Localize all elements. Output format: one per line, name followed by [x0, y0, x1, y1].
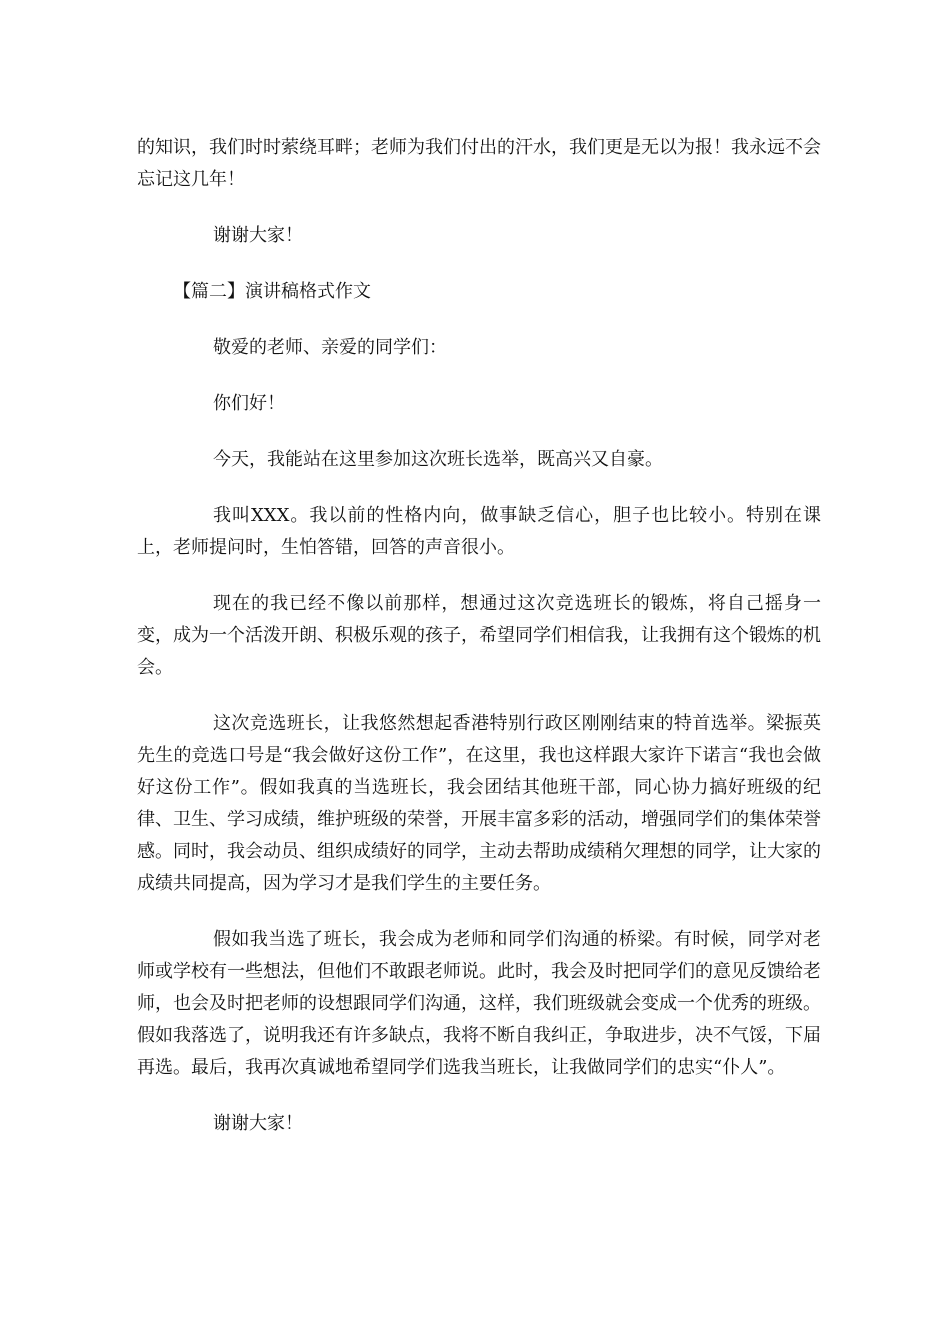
paragraph-change: 现在的我已经不像以前那样，想通过这次竞选班长的锻炼，将自己摇身一变，成为一个活泼开朗、积极乐观的孩子，希望同学们相信我，让我拥有这个锻炼的机会。: [137, 593, 821, 678]
paragraph-bridge: 假如我当选了班长，我会成为老师和同学们沟通的桥梁。有时候，同学对老师或学校有一些想法，但他们不敢跟老师说。此时，我会及时把同学们的意见反馈给老师，也会及时把老师的设想跟同学们沟通，这样，我们班级就会变成一个优秀的班级。假如我落选了，说明我还有许多缺点，我将不断自我纠正，争取进步，决不气馁，下届再选。最后，我再次真诚地希望同学们选我当班长，让我做同学们的忠实“仆人”。: [137, 929, 821, 1078]
paragraph-intro: 今天，我能站在这里参加这次班长选举，既高兴又自豪。: [213, 449, 663, 470]
paragraph-continued: 的知识，我们时时萦绕耳畔；老师为我们付出的汗水，我们更是无以为报！我永远不会忘记这几年！: [137, 137, 821, 190]
section-heading: 【篇二】演讲稿格式作文: [173, 281, 371, 302]
paragraph-closing-thanks: 谢谢大家！: [213, 1113, 303, 1134]
paragraph-self-intro: 我叫XXX。我以前的性格内向，做事缺乏信心，胆子也比较小。特别在课上，老师提问时，生怕答错，回答的声音很小。: [137, 505, 821, 558]
paragraph-greeting: 你们好！: [213, 393, 285, 414]
paragraph-salutation: 敬爱的老师、亲爱的同学们：: [213, 337, 447, 358]
paragraph-thanks: 谢谢大家！: [213, 225, 303, 246]
paragraph-campaign: 这次竞选班长，让我悠然想起香港特别行政区刚刚结束的特首选举。梁振英先生的竞选口号是“我会做好这份工作”，在这里，我也这样跟大家许下诺言“我也会做好这份工作”。假如我真的当选班长，我会团结其他班干部，同心协力搞好班级的纪律、卫生、学习成绩，维护班级的荣誉，开展丰富多彩的活动，增强同学们的集体荣誉感。同时，我会动员、组织成绩好的同学，主动去帮助成绩稍欠理想的同学，让大家的成绩共同提高，因为学习才是我们学生的主要任务。: [137, 713, 821, 894]
document-body: [137, 132, 821, 1164]
